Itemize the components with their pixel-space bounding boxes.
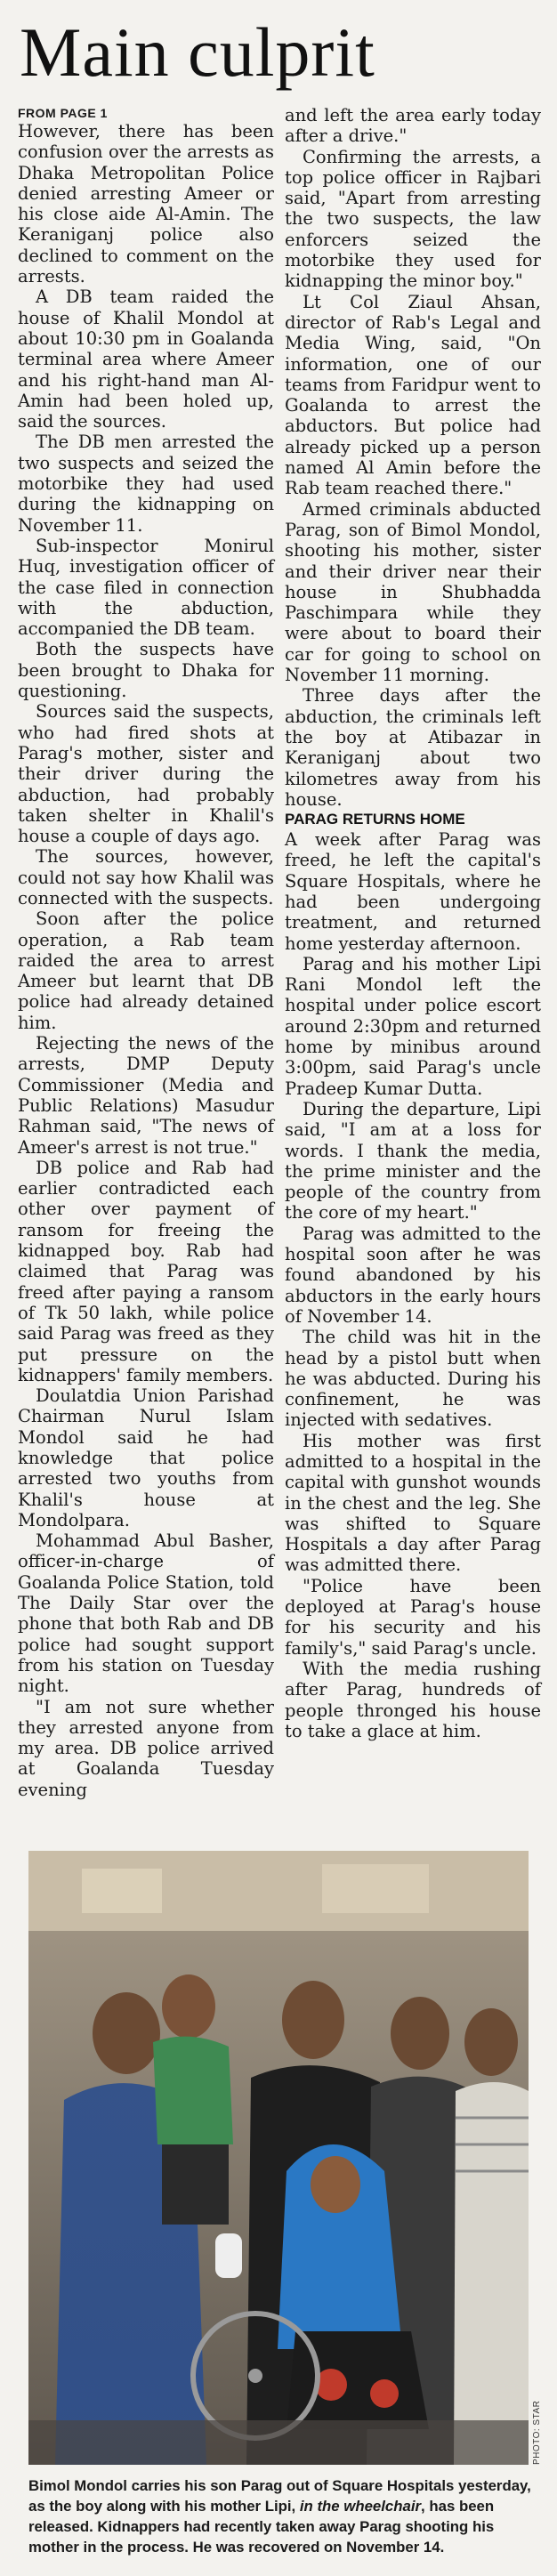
paragraph: Soon after the police operation, a Rab team raided the area to arrest Ameer but learnt that DB police had already detained him. — [18, 908, 274, 1033]
paragraph: Rejecting the news of the arrests, DMP Deputy Commissioner (Media and Public Relations) Masudur Rahman said, "The news of Ameer's arrest is not true." — [18, 1033, 274, 1158]
paragraph: During the departure, Lipi said, "I am at a loss for words. I thank the media, the prime minister and the people of the country from the core of my heart." — [285, 1098, 541, 1223]
headline: Main culprit — [20, 13, 375, 91]
right-paragraphs-1 — [285, 105, 541, 810]
caption-italic: in the wheelchair — [299, 2498, 422, 2515]
paragraph: However, there has been confusion over the arrests as Dhaka Metropolitan Police denied arresting Ameer or his close aide Al-Amin. The Keraniganj police also declined to comment on the arrests. — [18, 121, 274, 287]
paragraph: Armed criminals abducted Parag, son of Bimol Mondol, shooting his mother, sister and their driver near their house in Shubhadda Paschimpara while they were about to board their car for going to school on November 11 morning. — [285, 498, 541, 686]
paragraph: A week after Parag was freed, he left the capital's Square Hospitals, where he had been undergoing treatment, and returned home yesterday afternoon. — [285, 829, 541, 954]
paragraph: His mother was first admitted to a hospital in the capital with gunshot wounds in the chest and the leg. She was shifted to Square Hospitals a day after Parag was admitted there. — [285, 1430, 541, 1576]
paragraph: Sources said the suspects, who had fired shots at Parag's mother, sister and their driver during the abduction, had probably taken shelter in Khalil's house a couple of days ago. — [18, 701, 274, 847]
left-paragraphs — [18, 121, 274, 1800]
right-paragraphs-2 — [285, 829, 541, 1741]
caption-text-2: , has been released. Kidnappers had recently taken away Parag shooting his mother in the process. He was recovered on November 14. — [28, 2498, 495, 2556]
paragraph: The DB men arrested the two suspects and seized the motorbike they had used during the kidnapping on November 11. — [18, 432, 274, 536]
kicker: FROM PAGE 1 — [18, 106, 108, 120]
paragraph: Parag was admitted to the hospital soon after he was found abandoned by his abductors in the early hours of November 14. — [285, 1223, 541, 1327]
paragraph: Parag and his mother Lipi Rani Mondol left the hospital under police escort around 2:30pm and returned home by minibus around 3:00pm, said Parag's uncle Pradeep Kumar Dutta. — [285, 953, 541, 1099]
paragraph: The sources, however, could not say how Khalil was connected with the suspects. — [18, 846, 274, 908]
paragraph: The child was hit in the head by a pistol butt when he was abducted. During his confinement, he was injected with sedatives. — [285, 1327, 541, 1431]
photo-credit: PHOTO: STAR — [532, 2400, 542, 2465]
article-column-left — [18, 105, 274, 1800]
subhead: PARAG RETURNS HOME — [285, 811, 465, 828]
news-photo — [28, 1851, 529, 2465]
paragraph: and left the area early today after a drive." — [285, 105, 541, 147]
paragraph: Doulatdia Union Parishad Chairman Nurul Islam Mondol said he had knowledge that police arrested two youths from Khalil's house at Mondolpara. — [18, 1385, 274, 1530]
paragraph: Sub-inspector Monirul Huq, investigation officer of the case filed in connection with the abduction, accompanied the DB team. — [18, 535, 274, 640]
paragraph: Lt Col Ziaul Ahsan, director of Rab's Legal and Media Wing, said, "On information, one of our teams from Faridpur went to Goalanda to arrest the abductors. But police had already picked up a person named Al Amin before the Rab team reached there." — [285, 291, 541, 499]
paragraph: "I am not sure whether they arrested anyone from my area. DB police arrived at Goalanda Tuesday evening — [18, 1696, 274, 1800]
paragraph: A DB team raided the house of Khalil Mondol at about 10:30 pm in Goalanda terminal area where Ameer and his right-hand man Al-Amin had been holed up, said the sources. — [18, 287, 274, 432]
paragraph: "Police have been deployed at Parag's house for his security and his family's," said Parag's uncle. — [285, 1575, 541, 1659]
paragraph: With the media rushing after Parag, hundreds of people thronged his house to take a glace at him. — [285, 1658, 541, 1741]
photo-illustration — [28, 1851, 529, 2465]
paragraph: DB police and Rab had earlier contradicted each other over payment of ransom for freeing the kidnapped boy. Rab had claimed that Parag was freed after paying a ransom of Tk 50 lakh, while police said Parag was freed as they put pressure on the kidnappers' family members. — [18, 1157, 274, 1385]
paragraph: Mohammad Abul Basher, officer-in-charge of Goalanda Police Station, told The Daily Star over the phone that both Rab and DB police had sought support from his station on Tuesday night. — [18, 1530, 274, 1697]
paragraph: Both the suspects have been brought to Dhaka for questioning. — [18, 639, 274, 702]
caption-text-1: Bimol Mondol carries his son Parag out of Square Hospitals yesterday, as the boy along with his mother Lipi, — [28, 2477, 531, 2515]
photo-caption — [28, 2475, 532, 2557]
paragraph: Confirming the arrests, a top police officer in Rajbari said, "Apart from arresting the two suspects, the law enforcers seized the motorbike they used for kidnapping the minor boy." — [285, 146, 541, 292]
article-column-right — [285, 105, 541, 1741]
paragraph: Three days after the abduction, the criminals left the boy at Atibazar in Keraniganj about two kilometres away from his house. — [285, 685, 541, 810]
